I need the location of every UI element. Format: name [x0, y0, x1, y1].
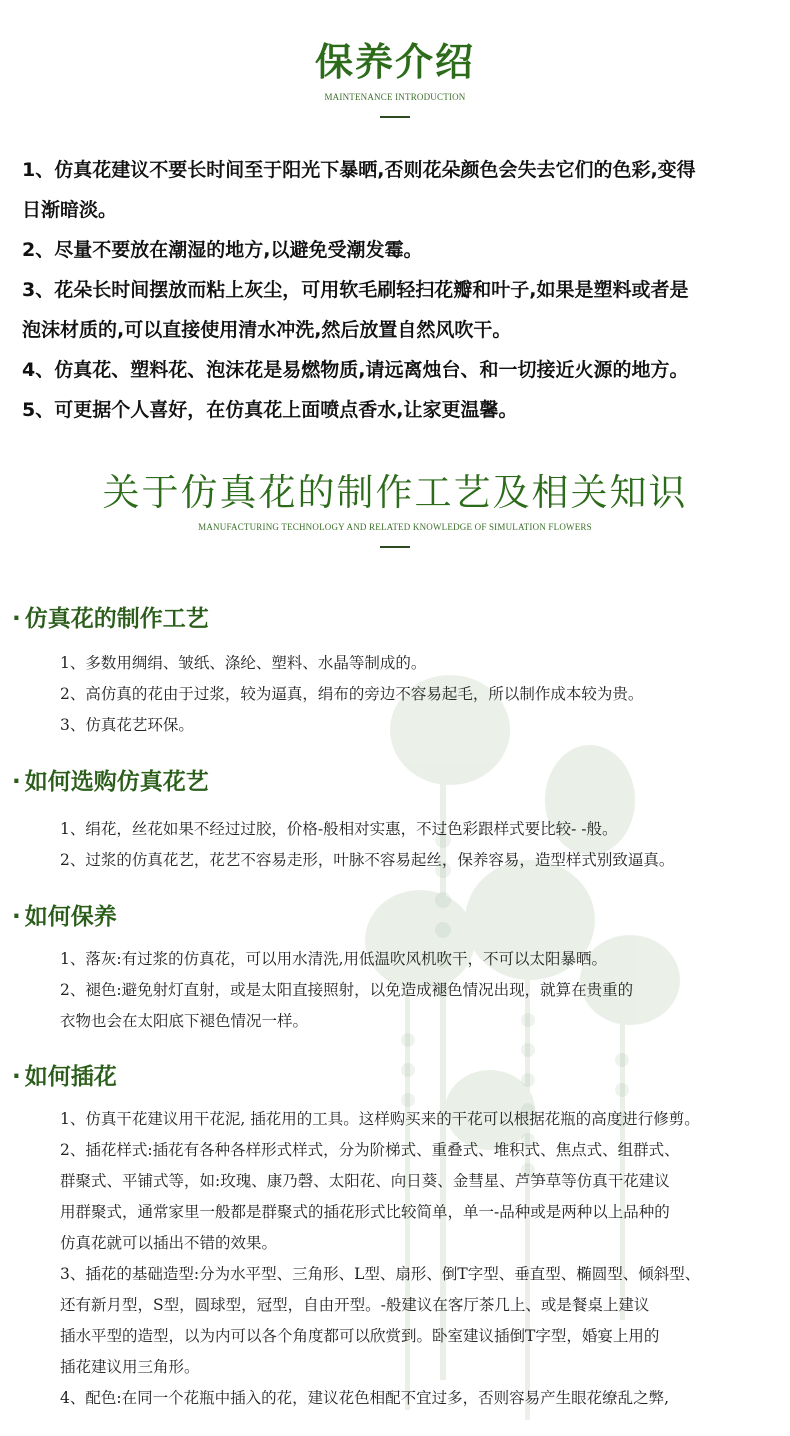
maintenance-text: [22, 150, 772, 430]
list-item: 仿真花就可以插出不错的效果。: [60, 1234, 278, 1252]
maintenance-title: 保养介绍: [314, 39, 475, 84]
subsection-title: 如何插花: [24, 1064, 117, 1090]
craft-list: [60, 648, 780, 741]
list-item: 插水平型的造型，以为内可以各个角度都可以欣赏到。卧室建议插倒T字型，婚宴上用的: [60, 1327, 660, 1345]
list-item: 衣物也会在太阳底下褪色情况一样。: [60, 1012, 309, 1030]
knowledge-title: 关于仿真花的制作工艺及相关知识: [102, 471, 688, 514]
list-item: 1、仿真干花建议用干花泥, 插花用的工具。这样购买来的干花可以根据花瓶的高度进行修剪。: [60, 1110, 700, 1128]
header-divider: [380, 116, 410, 118]
maintenance-line: 1、仿真花建议不要长时间至于阳光下暴晒,否则花朵颜色会失去它们的色彩,变得: [22, 159, 696, 181]
maintenance-line: 日渐暗淡。: [22, 199, 118, 221]
knowledge-header: [0, 470, 790, 548]
list-item: 还有新月型，S型，圆球型，冠型，自由开型。-般建议在客厅茶几上、或是餐桌上建议: [60, 1296, 650, 1314]
subsection-title: 如何选购仿真花艺: [24, 769, 209, 795]
header-divider: [380, 546, 410, 548]
list-item: 3、仿真花艺环保。: [60, 716, 194, 734]
list-item: 1、落灰:有过浆的仿真花，可以用水清洗,用低温吹风机吹干，不可以太阳暴晒。: [60, 950, 608, 968]
list-item: 3、插花的基础造型:分为水平型、三角形、L型、扇形、倒T字型、垂直型、椭圆型、倾斜型、: [60, 1265, 701, 1283]
maintenance-line: 2、尽量不要放在潮湿的地方,以避免受潮发霉。: [22, 239, 423, 261]
arranging-list: [60, 1104, 780, 1414]
subsection-title: 如何保养: [24, 904, 117, 930]
bullet-dot: ·: [12, 904, 21, 930]
maintenance-subtitle: MAINTENANCE INTRODUCTION: [324, 92, 466, 102]
list-item: 群聚式、平铺式等，如:玫瑰、康乃磬、太阳花、向日葵、金彗星、芦笋草等仿真干花建议: [60, 1172, 670, 1190]
subsection-heading-buying: [12, 763, 209, 796]
list-item: 用群聚式，通常家里一般都是群聚式的插花形式比较简单，单一-品种或是两种以上品种的: [60, 1203, 670, 1221]
list-item: 2、褪色:避免射灯直射，或是太阳直接照射，以免造成褪色情况出现，就算在贵重的: [60, 981, 634, 999]
list-item: 1、绢花，丝花如果不经过过胶，价格-般相对实惠，不过色彩跟样式要比较- -般。: [60, 820, 618, 838]
maintenance-line: 4、仿真花、塑料花、泡沫花是易燃物质,请远离烛台、和一切接近火源的地方。: [22, 359, 689, 381]
subsection-heading-care: [12, 898, 117, 931]
maintenance-line: 泡沫材质的,可以直接使用清水冲洗,然后放置自然风吹干。: [22, 319, 512, 341]
list-item: 1、多数用绸绢、皱纸、涤纶、塑料、水晶等制成的。: [60, 654, 427, 672]
list-item: 2、插花样式:插花有各种各样形式样式，分为阶梯式、重叠式、堆积式、焦点式、组群式、: [60, 1141, 680, 1159]
maintenance-line: 5、可更据个人喜好，在仿真花上面喷点香水,让家更温馨。: [22, 399, 518, 421]
bullet-dot: ·: [12, 606, 21, 632]
care-list: [60, 944, 780, 1037]
list-item: 2、过浆的仿真花艺，花艺不容易走形，叶脉不容易起丝，保养容易，造型样式别致逼真。: [60, 851, 675, 869]
list-item: 4、配色:在同一个花瓶中插入的花，建议花色相配不宜过多，否则容易产生眼花缭乱之弊,: [60, 1389, 670, 1407]
list-item: 2、高仿真的花由于过浆，较为逼真，绢布的旁边不容易起毛，所以制作成本较为贵。: [60, 685, 644, 703]
buying-list: [60, 814, 780, 876]
knowledge-subtitle: MANUFACTURING TECHNOLOGY AND RELATED KNOWLEDGE OF SIMULATION FLOWERS: [198, 522, 592, 532]
subsection-title: 仿真花的制作工艺: [24, 606, 209, 632]
maintenance-header: [0, 38, 790, 118]
subsection-heading-craft: [12, 600, 209, 633]
subsection-heading-arranging: [12, 1058, 117, 1091]
maintenance-line: 3、花朵长时间摆放而粘上灰尘，可用软毛刷轻扫花瓣和叶子,如果是塑料或者是: [22, 279, 689, 301]
bullet-dot: ·: [12, 1064, 21, 1090]
bullet-dot: ·: [12, 769, 21, 795]
list-item: 插花建议用三角形。: [60, 1358, 200, 1376]
